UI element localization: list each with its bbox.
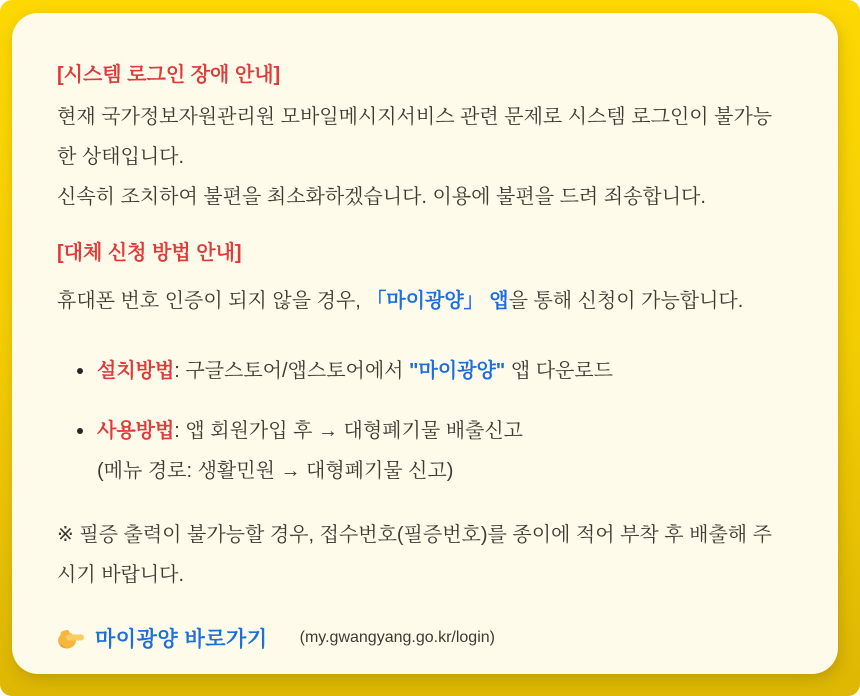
my-gwangyang-shortcut-link[interactable]: 마이광양 바로가기	[95, 628, 268, 651]
shortcut-url-note: (my.gwangyang.go.kr/login)	[299, 629, 495, 646]
instruction-list	[57, 351, 808, 491]
outage-line-2: 한 상태입니다.	[57, 146, 185, 168]
intro-suffix: 을 통해 신청이 가능합니다.	[508, 290, 744, 312]
outage-line-3: 신속히 조치하여 불편을 최소화하겠습니다. 이용에 불편을 드려 죄송합니다.	[57, 186, 706, 208]
alternative-intro	[57, 281, 808, 321]
usage-label: 사용방법	[97, 420, 175, 442]
footnote	[57, 515, 808, 595]
list-item-install	[69, 351, 808, 391]
login-outage-body	[57, 97, 808, 217]
usage-text: : 앱 회원가입 후 → 대형폐기물 배출신고	[174, 420, 523, 442]
install-app-name: "마이광양"	[409, 360, 506, 382]
usage-menu-path: (메뉴 경로: 생활민원 → 대형폐기물 신고)	[97, 460, 454, 482]
footnote-line-1: ※ 필증 출력이 불가능할 경우, 접수번호(필증번호)를 종이에 적어 부착 후 배출해 주	[57, 524, 772, 546]
list-item-usage	[69, 411, 808, 491]
pointing-right-finger-icon	[57, 625, 85, 651]
install-label: 설치방법	[97, 360, 175, 382]
install-text-post: 앱 다운로드	[505, 360, 613, 382]
outage-line-1: 현재 국가정보자원관리원 모바일메시지서비스 관련 문제로 시스템 로그인이 불가능	[57, 106, 773, 128]
intro-prefix: 휴대폰 번호 인증이 되지 않을 경우,	[57, 290, 367, 312]
install-text: : 구글스토어/앱스토어에서	[174, 360, 410, 382]
alternative-method-heading: [대체 신청 방법 안내]	[57, 242, 242, 264]
notice-card	[12, 13, 838, 674]
my-gwangyang-app-highlight: 「마이광양」 앱	[366, 290, 509, 312]
footnote-line-2: 시기 바랍니다.	[57, 564, 185, 586]
login-outage-heading: [시스템 로그인 장애 안내]	[57, 64, 281, 86]
shortcut-link-row	[57, 623, 808, 653]
